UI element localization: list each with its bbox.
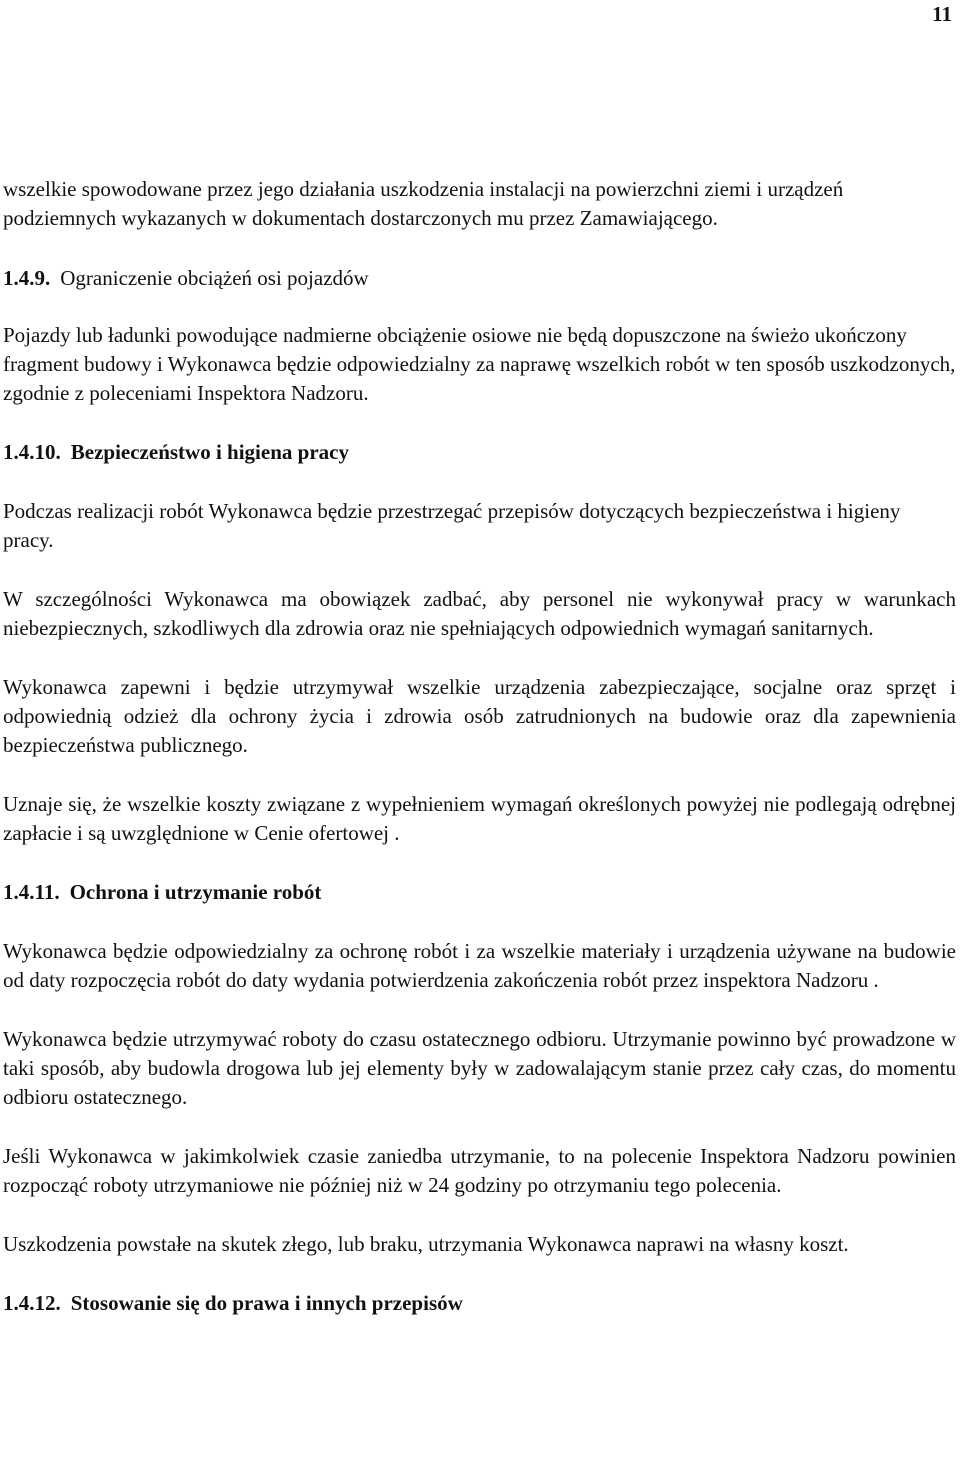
section-number: 1.4.12. [3, 1291, 61, 1315]
document-body [3, 175, 956, 1318]
paragraph: Pojazdy lub ładunki powodujące nadmierne obciążenie osiowe nie będą dopuszczone na świeżo ukończony fragment budowy i Wykonawca będzie odpowiedzialny za naprawę wszelkich robót w ten sposób uszkodzonych, zgodnie z poleceniami Inspektora Nadzoru. [3, 323, 956, 405]
section-title: Ograniczenie obciążeń osi pojazdów [60, 266, 369, 290]
paragraph: Wykonawca zapewni i będzie utrzymywał wszelkie urządzenia zabezpieczające, socjalne oraz sprzęt i odpowiednią odzież dla ochrony życia i zdrowia osób zatrudnionych na budowie oraz dla zapewnienia bezpieczeństwa publicznego. [3, 675, 956, 757]
section-heading-1-4-11 [3, 878, 956, 907]
section-heading-1-4-12 [3, 1289, 956, 1318]
section-title: Stosowanie się do prawa i innych przepisów [70, 1291, 463, 1315]
paragraph: W szczególności Wykonawca ma obowiązek zadbać, aby personel nie wykonywał pracy w warunkach niebezpiecznych, szkodliwych dla zdrowia oraz nie spełniających odpowiednich wymagań sanitarnych. [3, 587, 956, 640]
section-title: Ochrona i utrzymanie robót [69, 880, 322, 904]
paragraph: Wykonawca będzie odpowiedzialny za ochronę robót i za wszelkie materiały i urządzenia używane na budowie od daty rozpoczęcia robót do daty wydania potwierdzenia zakończenia robót przez inspektora Nadzoru . [3, 939, 956, 992]
page-number: 11 [932, 2, 952, 26]
paragraph: Wykonawca będzie utrzymywać roboty do czasu ostatecznego odbioru. Utrzymanie powinno być prowadzone w taki sposób, aby budowla drogowa lub jej elementy były w zadowalającym stanie przez cały czas, do momentu odbioru ostatecznego. [3, 1027, 956, 1109]
paragraph: Podczas realizacji robót Wykonawca będzie przestrzegać przepisów dotyczących bezpieczeństwa i higieny pracy. [3, 499, 901, 552]
intro-paragraph: wszelkie spowodowane przez jego działania uszkodzenia instalacji na powierzchni ziemi i urządzeń podziemnych wykazanych w dokumentach dostarczonych mu przez Zamawiającego. [3, 177, 844, 230]
paragraph: Uznaje się, że wszelkie koszty związane z wypełnieniem wymagań określonych powyżej nie podlegają odrębnej zapłacie i są uwzględnione w Cenie ofertowej . [3, 792, 956, 845]
paragraph: Jeśli Wykonawca w jakimkolwiek czasie zaniedba utrzymanie, to na polecenie Inspektora Nadzoru powinien rozpocząć roboty utrzymaniowe nie później niż w 24 godziny po otrzymaniu tego polecenia. [3, 1144, 956, 1197]
paragraph: Uszkodzenia powstałe na skutek złego, lub braku, utrzymania Wykonawca naprawi na własny koszt. [3, 1232, 849, 1256]
section-number: 1.4.11. [3, 880, 60, 904]
section-number: 1.4.9. [3, 266, 51, 290]
section-heading-1-4-10 [3, 438, 956, 467]
section-heading-1-4-9 [3, 264, 956, 293]
section-title: Bezpieczeństwo i higiena pracy [70, 440, 349, 464]
section-number: 1.4.10. [3, 440, 61, 464]
